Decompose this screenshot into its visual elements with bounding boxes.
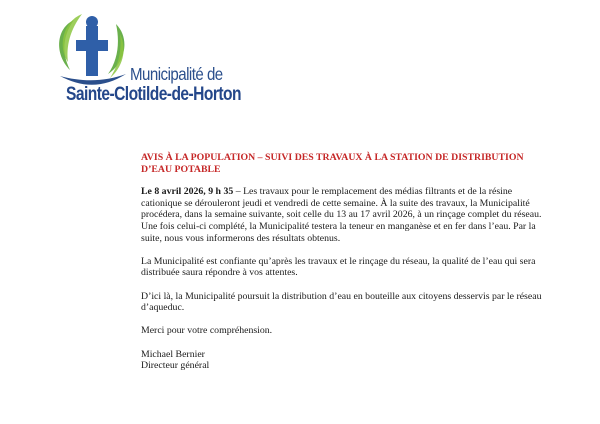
notice-closing: Merci pour votre compréhension. [141,325,273,337]
notice-dateline: Le 8 avril 2026, 9 h 35 [141,186,234,198]
notice-paragraph-2: La Municipalité est confiante qu’après les travaux et le rinçage du réseau, la qualité de l’eau qui sera distribuée saura répondre à vos attentes. [141,255,536,279]
notice-body [141,152,553,372]
signer-name: Michael Bernier [141,348,205,360]
notice-paragraph-1-text: – Les travaux pour le remplacement des médias filtrants et de la résine cationique se dérouleront jeudi et vendredi de cette semaine. À la suite des travaux, la Municipalité procédera, dans la semaine suivante, soit celle du 13 au 17 avril 2026, à un rinçage complet du réseau. Une fois celui-ci complété, la Municipalité testera la teneur en manganèse et en fer dans l’eau. Par la suite, nous vous informerons des résultats obtenus. [141,186,542,244]
logo-text-line1: Municipalité de [130,64,223,84]
signer-title: Directeur général [141,360,210,372]
municipality-logo [52,10,241,108]
notice-title: AVIS À LA POPULATION – SUIVI DES TRAVAUX À LA STATION DE DISTRIBUTION D’EAU POTABLE [141,152,524,175]
logo-text-line2: Sainte-Clotilde-de-Horton [66,83,241,105]
notice-paragraph-3: D’ici là, la Municipalité poursuit la distribution d’eau en bouteille aux citoyens desservis par le réseau d’aqueduc. [141,290,542,314]
notice-paragraph-1 [141,186,553,244]
municipality-emblem-icon [52,10,130,90]
